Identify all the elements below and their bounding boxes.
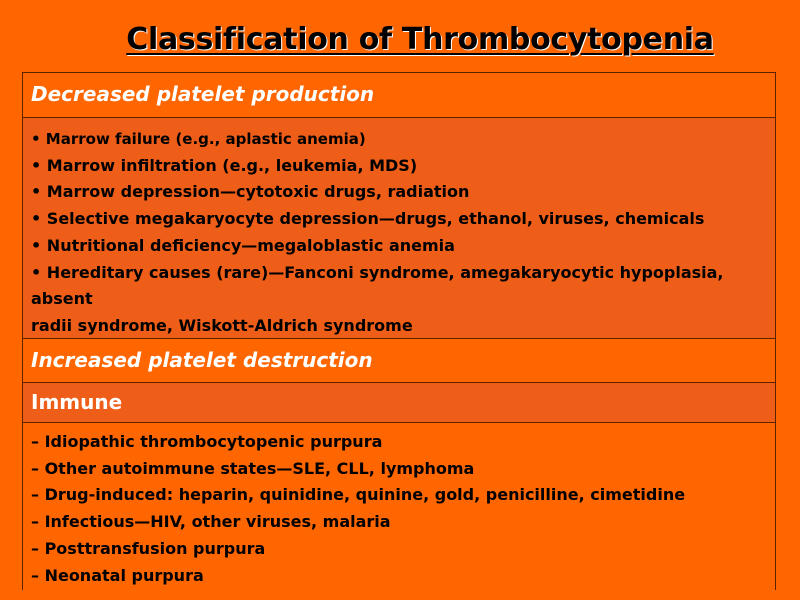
increased-destruction-heading: Increased platelet destruction	[31, 348, 373, 372]
list-item: radii syndrome, Wiskott-Aldrich syndrome	[31, 315, 413, 335]
slide-title: Classification of Thrombocytopenia	[126, 22, 714, 57]
table-row	[23, 423, 775, 591]
table-row	[23, 73, 775, 118]
immune-heading: Immune	[31, 390, 123, 414]
list-item: • Marrow failure (e.g., aplastic anemia)	[31, 130, 366, 148]
list-item: – Posttransfusion purpura	[31, 538, 266, 558]
list-item: – Infectious—HIV, other viruses, malaria	[31, 512, 391, 532]
list-item: – Neonatal purpura	[31, 565, 204, 585]
table-row	[23, 118, 775, 339]
list-item: • Nutritional deficiency—megaloblastic anemia	[31, 235, 455, 255]
list-item: • Hereditary causes (rare)—Fanconi syndrome, amegakaryocytic hypoplasia,	[31, 262, 724, 282]
list-item: • Marrow depression—cytotoxic drugs, radiation	[31, 182, 470, 202]
list-item: absent	[31, 289, 93, 309]
immune-list	[31, 429, 767, 589]
table-row	[23, 383, 775, 423]
decreased-production-list	[31, 126, 767, 340]
list-item: • Marrow infiltration (e.g., leukemia, MDS)	[31, 155, 418, 175]
table-row	[23, 339, 775, 383]
classification-table	[22, 72, 776, 590]
decreased-production-heading: Decreased platelet production	[31, 82, 375, 106]
list-item: – Drug-induced: heparin, quinidine, quinine, gold, penicilline, cimetidine	[31, 485, 686, 505]
list-item: • Selective megakaryocyte depression—drugs, ethanol, viruses, chemicals	[31, 209, 705, 229]
list-item: – Idiopathic thrombocytopenic purpura	[31, 432, 383, 451]
list-item: – Other autoimmune states—SLE, CLL, lymphoma	[31, 458, 475, 478]
